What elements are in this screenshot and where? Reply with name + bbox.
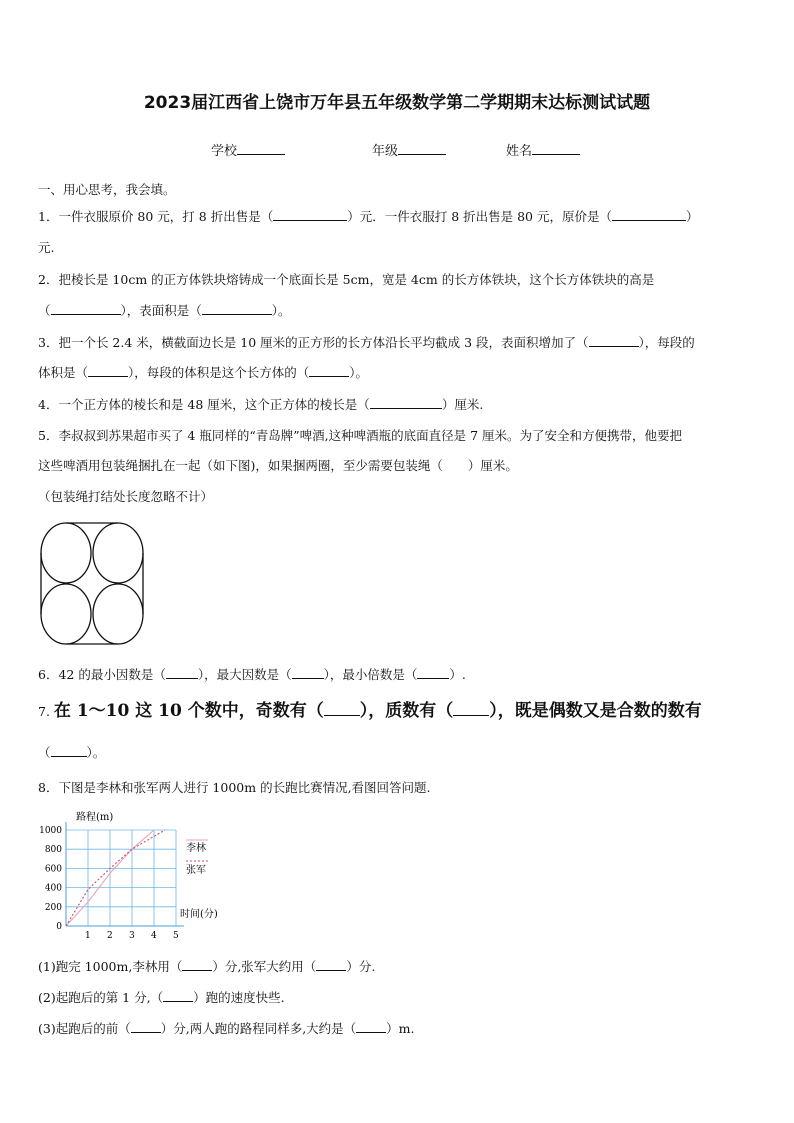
- answer-blank[interactable]: [612, 208, 686, 221]
- x-tick-label: 4: [151, 931, 157, 940]
- x-tick-label: 1: [85, 931, 91, 940]
- answer-blank[interactable]: [309, 364, 349, 377]
- question-8-part-1: (1)跑完 1000m,李林用（ ）分,张军大约用（ ）分.: [38, 959, 376, 974]
- legend-label-lilin: 李林: [186, 843, 206, 854]
- y-tick-label: 400: [44, 883, 62, 894]
- grade-label: 年级: [372, 144, 399, 159]
- answer-blank[interactable]: [51, 744, 87, 757]
- answer-blank[interactable]: [417, 666, 449, 679]
- answer-blank[interactable]: [356, 1020, 386, 1033]
- question-1-cont: 元.: [38, 240, 55, 255]
- question-5: 5．李叔叔到苏果超市买了 4 瓶同样的“青岛牌”啤酒,这种啤酒瓶的底面直径是 7 厘米。为了安全和方便携带，他要把: [38, 428, 683, 443]
- question-4: 4．一个正方体的棱长和是 48 厘米，这个正方体的棱长是（ ）厘米.: [38, 397, 484, 412]
- name-field: [506, 140, 580, 159]
- school-field: [211, 140, 285, 159]
- question-3: 3．把一个长 2.4 米，横截面边长是 10 厘米的正方形的长方体沿长平均截成 3 段，表面积增加了（ ），每段的: [38, 335, 695, 350]
- answer-blank[interactable]: [182, 958, 212, 971]
- page-title: 2023届江西省上饶市万年县五年级数学第二学期期末达标测试试题: [143, 93, 651, 113]
- bottle-circle: [93, 584, 143, 644]
- y-axis-label: 路程(m): [76, 812, 114, 823]
- bottles-figure: [36, 520, 152, 650]
- race-line-chart: [36, 806, 236, 940]
- y-tick-label: 200: [44, 902, 62, 913]
- question-8: 8．下图是李林和张军两人进行 1000m 的长跑比赛情况,看图回答问题.: [38, 780, 431, 795]
- y-tick-label: 600: [44, 864, 62, 875]
- question-8-part-2: (2)起跑后的第 1 分,（ ）跑的速度快些.: [38, 990, 285, 1005]
- x-tick-label: 3: [129, 931, 135, 940]
- name-blank[interactable]: [532, 142, 580, 155]
- grade-field: [372, 140, 446, 159]
- y-tick-label: 1000: [39, 826, 62, 836]
- answer-blank[interactable]: [131, 1020, 161, 1033]
- question-5-cont: 这些啤酒用包装绳捆扎在一起（如下图)，如果捆两圈，至少需要包装绳（ ）厘米。: [38, 458, 518, 473]
- bottle-circle: [93, 523, 143, 583]
- answer-blank[interactable]: [453, 703, 489, 716]
- y-tick-label: 800: [44, 845, 62, 856]
- x-tick-label: 5: [173, 931, 179, 940]
- question-7: 7. 在 1～10 这 10 个数中，奇数有（ ），质数有（ ），既是偶数又是合数的数有: [38, 701, 702, 721]
- answer-blank[interactable]: [88, 364, 128, 377]
- answer-blank[interactable]: [370, 396, 442, 409]
- answer-blank[interactable]: [163, 989, 193, 1002]
- question-2: 2．把棱长是 10cm 的正方体铁块熔铸成一个底面长是 5cm，宽是 4cm 的长方体铁块，这个长方体铁块的高是: [38, 272, 655, 287]
- school-label: 学校: [211, 144, 238, 159]
- series-line-zhangjun: [66, 830, 165, 926]
- answer-blank[interactable]: [51, 302, 121, 315]
- answer-blank[interactable]: [273, 208, 347, 221]
- answer-blank[interactable]: [202, 302, 272, 315]
- x-axis-label: 时间(分): [180, 909, 218, 920]
- section-heading: 一、用心思考，我会填。: [38, 182, 176, 197]
- name-label: 姓名: [506, 144, 533, 159]
- question-2-cont: （ ），表面积是（ ）。: [38, 303, 291, 318]
- bottle-circle: [41, 523, 91, 583]
- y-tick-label: 0: [56, 922, 62, 932]
- bottle-circle: [41, 584, 91, 644]
- question-5-note: （包装绳打结处长度忽略不计）: [38, 489, 214, 504]
- grade-blank[interactable]: [398, 142, 446, 155]
- answer-blank[interactable]: [589, 334, 639, 347]
- school-blank[interactable]: [237, 142, 285, 155]
- x-tick-label: 2: [107, 931, 113, 940]
- question-6: 6．42 的最小因数是（ ），最大因数是（ ），最小倍数是（ ）.: [38, 667, 466, 682]
- question-8-part-3: (3)起跑后的前（ ）分,两人跑的路程同样多,大约是（ ）m.: [38, 1021, 415, 1036]
- answer-blank[interactable]: [292, 666, 324, 679]
- legend-label-zhangjun: 张军: [186, 865, 206, 876]
- answer-blank[interactable]: [166, 666, 198, 679]
- answer-blank[interactable]: [316, 958, 346, 971]
- question-7-cont: （ ）。: [38, 745, 106, 760]
- answer-blank[interactable]: [324, 703, 360, 716]
- question-3-cont: 体积是（ ），每段的体积是这个长方体的（ ）。: [38, 365, 369, 380]
- question-1: 1．一件衣服原价 80 元，打 8 折出售是（ ）元．一件衣服打 8 折出售是 80 元，原价是（ ）: [38, 209, 699, 224]
